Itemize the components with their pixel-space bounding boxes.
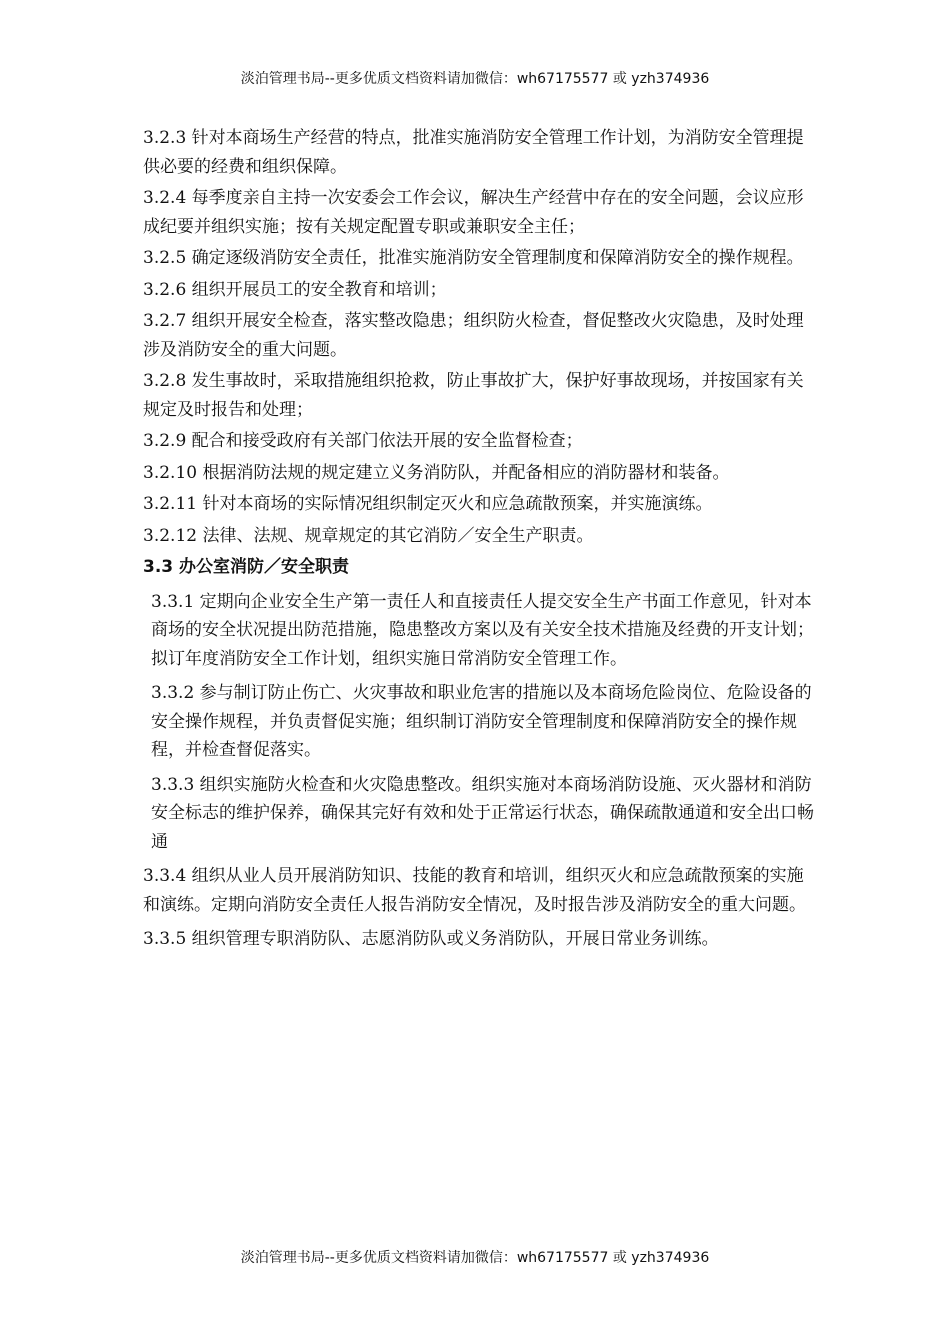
clause-3-2-9: 3.2.9 配合和接受政府有关部门依法开展的安全监督检查；: [143, 431, 583, 451]
document-body: [143, 124, 815, 960]
clause-3-2-10: 3.2.10 根据消防法规的规定建立义务消防队，并配备相应的消防器材和装备。: [143, 462, 730, 483]
clause-3-2-12: 3.2.12 法律、法规、规章规定的其它消防／安全生产职责。: [143, 525, 594, 546]
clause-3-2-8: 3.2.8 发生事故时，采取措施组织抢救，防止事故扩大，保护好事故现场，并按国家有关规定及时报告和处理；: [143, 371, 804, 420]
clause-3-2-5: 3.2.5 确定逐级消防安全责任，批准实施消防安全管理制度和保障消防安全的操作规程。: [143, 248, 804, 268]
clause-3-2-6: 3.2.6 组织开展员工的安全教育和培训；: [143, 279, 447, 300]
clause-3-3-4: 3.3.4 组织从业人员开展消防知识、技能的教育和培训，组织灭火和应急疏散预案的实施和演练。定期向消防安全责任人报告消防安全情况，及时报告涉及消防安全的重大问题。: [143, 866, 806, 915]
clause-3-3-1: 3.3.1 定期向企业安全生产第一责任人和直接责任人提交安全生产书面工作意见，针对本商场的安全状况提出防范措施，隐患整改方案以及有关安全技术措施及经费的开支计划；拟订年度消防安全工作计划，组织实施日常消防安全管理工作。: [151, 591, 814, 669]
clause-3-3-2: 3.3.2 参与制订防止伤亡、火灾事故和职业危害的措施以及本商场危险岗位、危险设备的安全操作规程，并负责督促实施；组织制订消防安全管理制度和保障消防安全的操作规程，并检查督促落实。: [151, 683, 812, 760]
page-footer: 淡泊管理书局--更多优质文档资料请加微信：wh67175577 或 yzh374936: [240, 1250, 710, 1266]
page-header: 淡泊管理书局--更多优质文档资料请加微信：wh67175577 或 yzh374936: [240, 71, 710, 87]
clause-3-3-3: 3.3.3 组织实施防火检查和火灾隐患整改。组织实施对本商场消防设施、灭火器材和消防安全标志的维护保养，确保其完好有效和处于正常运行状态，确保疏散通道和安全出口畅通: [151, 774, 814, 852]
clause-3-3-5: 3.3.5 组织管理专职消防队、志愿消防队或义务消防队，开展日常业务训练。: [143, 929, 719, 949]
section-heading: 3.3 办公室消防／安全职责: [143, 557, 350, 577]
clause-3-2-4: 3.2.4 每季度亲自主持一次安委会工作会议，解决生产经营中存在的安全问题，会议应形成纪要并组织实施；按有关规定配置专职或兼职安全主任；: [143, 188, 804, 237]
clause-3-2-7: 3.2.7 组织开展安全检查，落实整改隐患；组织防火检查，督促整改火灾隐患，及时处理涉及消防安全的重大问题。: [143, 311, 804, 360]
clause-3-2-11: 3.2.11 针对本商场的实际情况组织制定灭火和应急疏散预案，并实施演练。: [143, 494, 713, 514]
clause-3-2-3: 3.2.3 针对本商场生产经营的特点，批准实施消防安全管理工作计划，为消防安全管理提供必要的经费和组织保障。: [143, 128, 804, 177]
